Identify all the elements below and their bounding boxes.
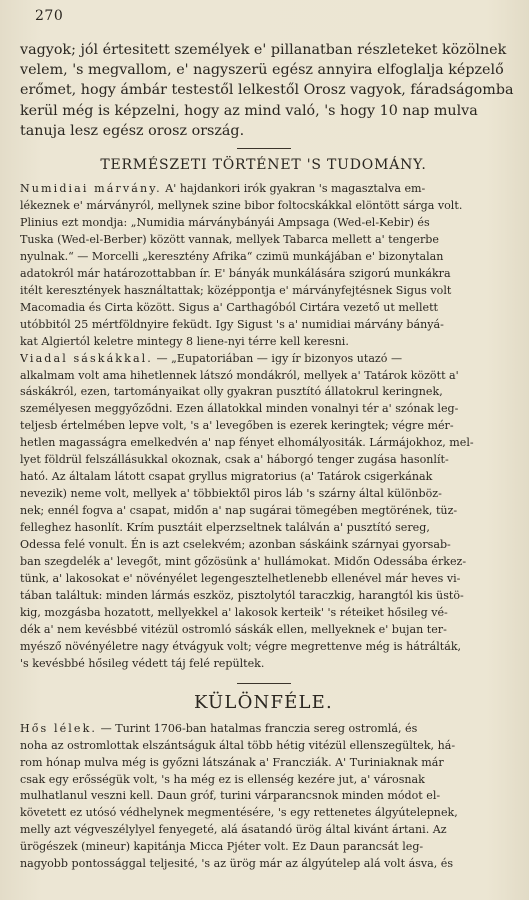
- section-heading-miscellaneous: KÜLÖNFÉLE.: [194, 691, 333, 713]
- text-line: [20, 435, 507, 452]
- line-text: — „Eupatoriában — igy ír bizonyos utazó —: [152, 351, 403, 365]
- line-text: kat Algiertól keletre mintegy 8 liene-nyi térre kell keresni.: [20, 334, 349, 348]
- text-line: [20, 232, 507, 249]
- article-title: Numidiai márvány.: [20, 182, 162, 196]
- intro-paragraph: [20, 40, 514, 141]
- text-line: [20, 788, 507, 805]
- text-line: [20, 588, 507, 605]
- line-text: csak egy erősségük volt, 's ha még ez is ellenség kezére jut, a' városnak: [20, 772, 425, 786]
- line-text: alkalmam volt ama hihetlennek látszó mondákról, mellyek a' Tatárok között a': [20, 368, 459, 382]
- line-text: — Turint 1706-ban hatalmas franczia sereg ostromlá, és: [97, 721, 418, 735]
- section-body-miscellaneous: [20, 721, 507, 874]
- text-line: [20, 721, 507, 738]
- line-text: noha az ostromlottak elszántságuk által több hétig vitézül ellenszegültek, há-: [20, 738, 456, 752]
- line-text: utóbbitól 25 mértföldnyire feküdt. Igy Sigust 's a' numidiai márvány bányá-: [20, 317, 444, 331]
- text-line: [20, 571, 507, 588]
- text-line: [20, 181, 507, 198]
- text-line: [20, 452, 507, 469]
- text-line: [20, 554, 507, 571]
- line-text: nevezik) neme volt, mellyek a' többiektől piros láb 's szárny által különböz-: [20, 487, 442, 501]
- line-text: ürögészek (mineur) kapitánja Micca Pjéter volt. Ez Daun parancsát leg-: [20, 840, 424, 854]
- line-text: személyesen meggyőződni. Ezen állatokkal minden vonalnyi tér a' szónak leg-: [20, 402, 459, 416]
- text-line: [20, 656, 507, 673]
- section-body-natural-history: [20, 181, 507, 673]
- text-line: [20, 300, 507, 317]
- line-text: kig, mozgásba hozatott, mellyekkel a' lakosok kerteik' 's réteiket hősileg vé-: [20, 605, 448, 619]
- text-line: [20, 198, 507, 215]
- text-line: erőmet, hogy ámbár testestől lelkestől Orosz vagyok, fáradságomba: [20, 82, 514, 99]
- text-line: [20, 215, 507, 232]
- article-title: Viadal sáskákkal.: [20, 351, 153, 365]
- section-heading-natural-history: TERMÉSZETI TÖRTÉNET 'S TUDOMÁNY.: [100, 157, 427, 174]
- text-line: [20, 839, 507, 856]
- line-text: A' hajdankori irók gyakran 's magasztalva em-: [161, 182, 426, 196]
- line-text: dék a' nem kevésbbé vitézül ostromló sáskák ellen, mellyeknek e' bujan ter-: [20, 622, 447, 636]
- line-text: Plinius ezt mondja: „Numidia márványbányái Ampsaga (Wed-el-Kebir) és: [20, 215, 430, 229]
- line-text: teljesb értelmében lepve volt, 's a' levegőben is ezerek keringtek; végre mér-: [20, 419, 454, 433]
- text-line: [20, 537, 507, 554]
- line-text: Odessa felé vonult. Én is azt cselekvém; azonban sáskáink szárnyai gyorsab-: [20, 538, 451, 552]
- section-divider: [237, 148, 291, 149]
- line-text: lékeznek e' márványról, mellynek szine bibor foltocskákkal elöntött sárga volt.: [20, 198, 463, 212]
- line-text: nagyobb pontossággal teljesité, 's az ürög már az álgyútelep alá volt ásva, és: [20, 857, 454, 871]
- line-text: Tuska (Wed-el-Berber) között vannak, mellyek Tabarca mellett a' tengerbe: [20, 232, 439, 246]
- text-line: velem, 's megvallom, e' nagyszerü egész annyira elfoglalja képzelő: [20, 62, 504, 79]
- text-line: [20, 384, 507, 401]
- text-line: [20, 249, 507, 266]
- line-text: sáskákról, ezen, tartományaikat olly gyakran pusztító állatokrul keringnek,: [20, 385, 443, 399]
- text-line: [20, 738, 507, 755]
- article-title: Hős lélek.: [20, 721, 98, 735]
- line-text: Macomadia és Cirta között. Sigus a' Carthagóból Cirtára vezető ut mellett: [20, 300, 439, 314]
- text-line: [20, 772, 507, 789]
- line-text: tünk, a' lakosokat e' növényélet legengesztelhetlenebb ellenével már heves vi-: [20, 571, 461, 585]
- text-line: [20, 856, 507, 873]
- line-text: követett ez utósó védhelynek megmentésére, 's egy rettenetes álgyútelepnek,: [20, 806, 458, 820]
- line-text: ható. Az általam látott csapat gryllus migratorius (a' Tatárok csigerkának: [20, 470, 433, 484]
- text-line: [20, 401, 507, 418]
- line-text: nyulnak.“ — Morcelli „keresztény Afrika“ czimü munkájában e' bizonytalan: [20, 249, 444, 263]
- text-line: [20, 469, 507, 486]
- text-line: [20, 520, 507, 537]
- line-text: hetlen magasságra emelkedvén a' nap fényet elhomályositák. Lármájokhoz, mel-: [20, 436, 474, 450]
- text-line: [20, 805, 507, 822]
- line-text: nek; ennél fogva a' csapat, midőn a' nap sugárai tömegében megtörének, tüz-: [20, 504, 458, 518]
- text-line: [20, 503, 507, 520]
- line-text: lyet földrül felszállásukkal okoznak, csak a' háborgó tenger zugása hasonlít-: [20, 453, 449, 467]
- text-line: [20, 334, 507, 351]
- text-line: [20, 418, 507, 435]
- line-text: myésző növényéletre nagy étvágyuk volt; végre megrettenve még is hátrálták,: [20, 639, 462, 653]
- text-line: [20, 622, 507, 639]
- text-line: [20, 605, 507, 622]
- text-line: [20, 283, 507, 300]
- text-line: [20, 266, 507, 283]
- text-line: [20, 486, 507, 503]
- line-text: ban szegdelék a' levegőt, mint gőzösünk a' hullámokat. Midőn Odessába érkez-: [20, 554, 467, 568]
- section-divider: [237, 683, 291, 684]
- line-text: tában találtuk: minden lármás eszköz, pisztolytól taraczkig, harangtól kis üstö-: [20, 588, 464, 602]
- text-line: [20, 368, 507, 385]
- text-line: kerül még is képzelni, hogy az mind való, 's hogy 10 nap mulva: [20, 102, 478, 119]
- text-line: [20, 822, 507, 839]
- line-text: 's kevésbbé hősileg védett táj felé repültek.: [20, 656, 265, 670]
- page-number: 270: [35, 8, 64, 24]
- line-text: adatokról már határozottabban ír. E' bányák munkálására szigorú munkákra: [20, 266, 451, 280]
- text-line: vagyok; jól értesitett személyek e' pillanatban részleteket közölnek: [20, 42, 507, 58]
- line-text: felleghez hasonlít. Krím pusztáit elperzseltnek találván a' pusztító sereg,: [20, 521, 430, 535]
- text-line: tanuja lesz egész orosz ország.: [20, 122, 245, 139]
- line-text: rom hónap mulva még is győzni látszának a' Francziák. A' Turiniaknak már: [20, 755, 444, 769]
- line-text: melly azt végveszélylyel fenyegeté, alá ásatandó ürög által kivánt ártani. Az: [20, 823, 447, 837]
- line-text: itélt keresztények használtattak; középpontja e' márványfejtésnek Sigus volt: [20, 283, 452, 297]
- text-line: [20, 317, 507, 334]
- text-line: [20, 351, 507, 368]
- text-line: [20, 639, 507, 656]
- line-text: mulhatlanul veszni kell. Daun gróf, turini várparancsnok minden módot el-: [20, 789, 441, 803]
- text-line: [20, 755, 507, 772]
